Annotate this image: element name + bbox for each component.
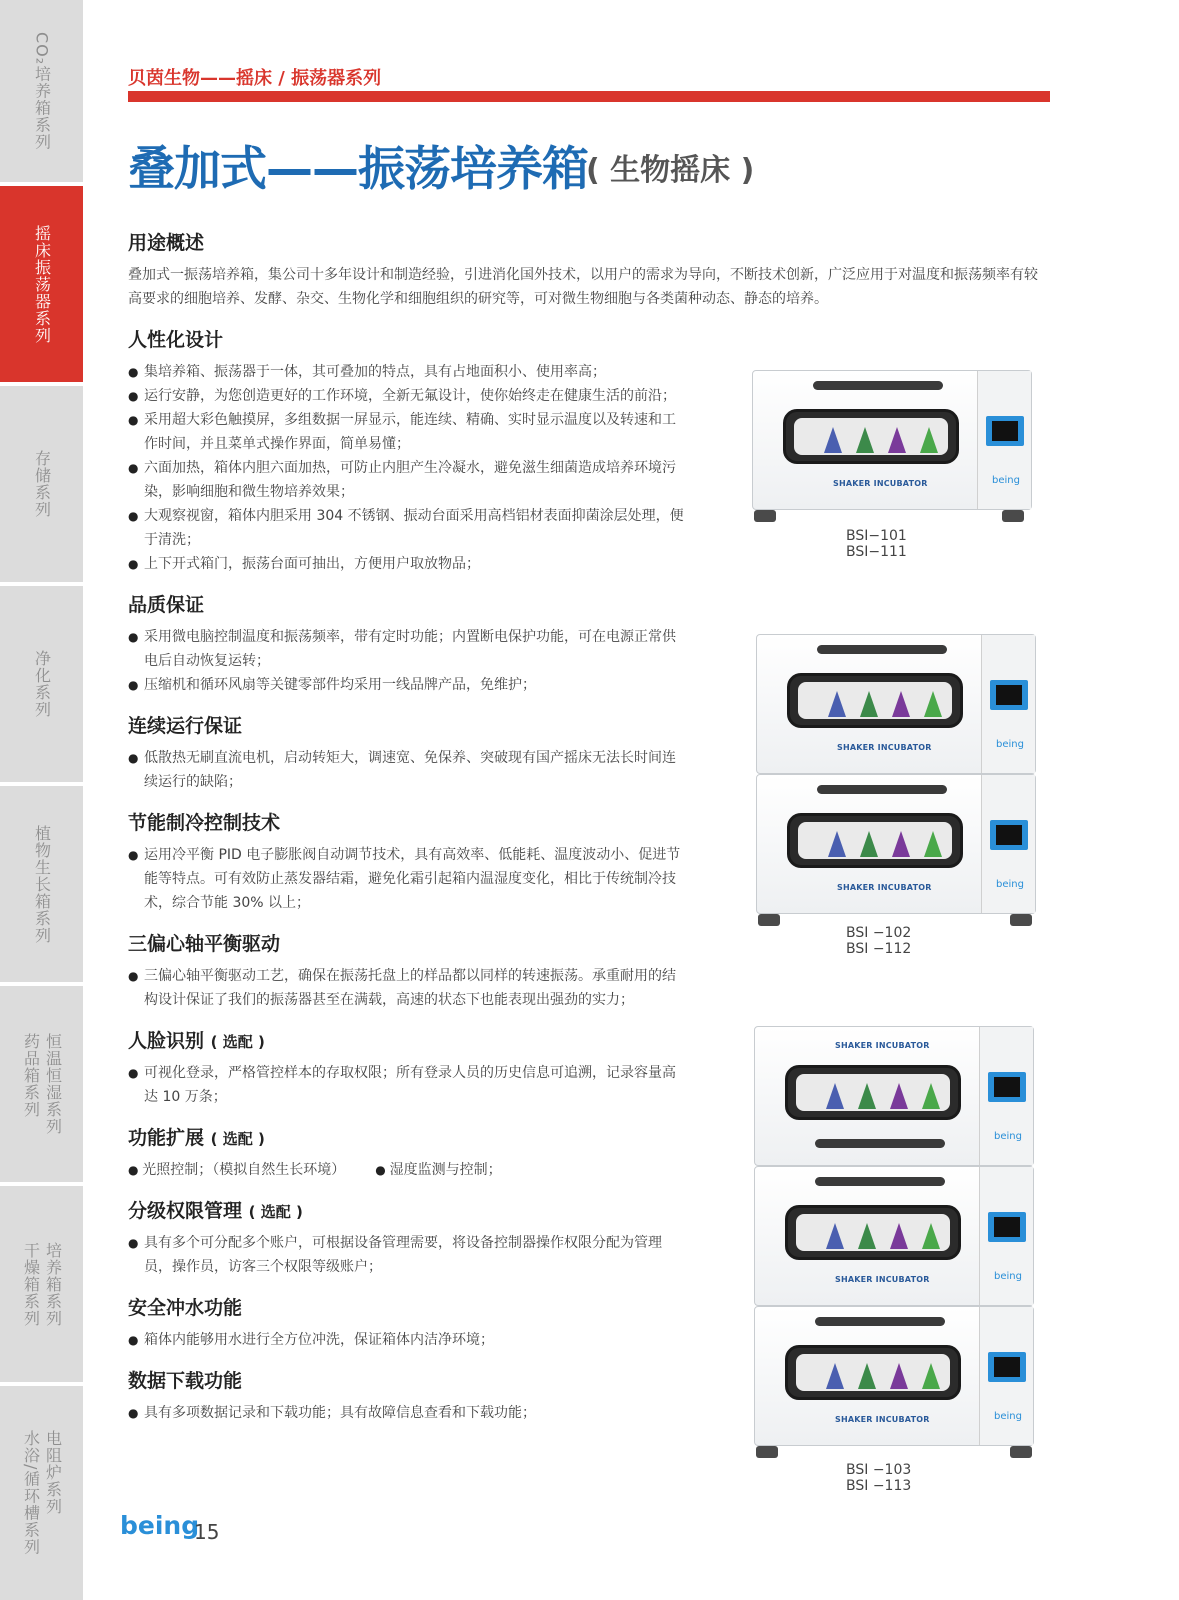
door-handle	[815, 1317, 945, 1326]
touch-screen	[988, 1352, 1026, 1382]
sidebar-tab-purification[interactable]	[0, 586, 83, 782]
section-continuous	[128, 711, 688, 794]
unit-label: SHAKER INCUBATOR	[835, 1041, 930, 1050]
control-panel	[979, 1307, 1033, 1445]
door-handle	[817, 785, 947, 794]
control-panel	[977, 371, 1031, 509]
header-divider	[128, 91, 1050, 102]
unit-feet	[754, 1446, 1044, 1462]
sidebar-tab-label: 药品箱系列	[21, 1033, 41, 1118]
touch-screen	[988, 1212, 1026, 1242]
section-energy	[128, 808, 688, 915]
incubator-unit	[756, 634, 1036, 774]
section-title: 人性化设计	[128, 329, 224, 351]
list-item: ● 具有多项数据记录和下载功能；具有故障信息查看和下载功能；	[128, 1401, 688, 1425]
product-image-single	[752, 370, 1042, 526]
section-title: 安全冲水功能	[128, 1297, 243, 1319]
door-handle	[815, 1139, 945, 1148]
sidebar-tab-co2[interactable]	[0, 0, 83, 182]
product-image-triple	[754, 1026, 1044, 1462]
section-title	[128, 1196, 688, 1223]
section-title: 品质保证	[128, 594, 205, 616]
incubator-unit	[754, 1306, 1034, 1446]
sidebar-tab-label: 电阻炉系列	[43, 1430, 63, 1516]
viewing-window	[783, 409, 959, 464]
section-title: 数据下载功能	[128, 1370, 243, 1392]
section-title: 三偏心轴平衡驱动	[128, 933, 281, 955]
sidebar-tab-drying[interactable]	[0, 1186, 83, 1382]
list-item: ● 低散热无刷直流电机，启动转矩大，调速宽、免保养、突破现有国产摇床无法长时间连续运行的缺陷；	[128, 746, 688, 794]
viewing-window	[787, 813, 963, 868]
list-item: ● 三偏心轴平衡驱动工艺，确保在振荡托盘上的样品都以同样的转速振荡。承重耐用的结构设计保证了我们的振荡器甚至在满载，高速的状态下也能表现出强劲的实力；	[128, 964, 688, 1012]
list-item: ● 集培养箱、振荡器于一体，其可叠加的特点，具有占地面积小、使用率高；	[128, 360, 688, 384]
section-title	[128, 1026, 688, 1053]
section-face-recognition	[128, 1026, 688, 1109]
unit-label: SHAKER INCUBATOR	[835, 1275, 930, 1284]
unit-label: SHAKER INCUBATOR	[837, 883, 932, 892]
section-humanized	[128, 325, 688, 576]
model-number: BSI−101	[846, 528, 907, 544]
brand-logo: being	[994, 1271, 1022, 1282]
brand-logo: being	[996, 739, 1024, 750]
page-number: 15	[194, 1520, 220, 1544]
sidebar-tab-label: 净化系列	[32, 650, 52, 718]
touch-screen	[990, 680, 1028, 710]
sidebar-tab-label: 植物生长箱系列	[32, 824, 52, 944]
sidebar-tab-label: 水浴/循环槽系列	[21, 1430, 41, 1556]
viewing-window	[785, 1345, 961, 1400]
section-extension	[128, 1123, 688, 1182]
sidebar-tab-label: 培养箱系列	[43, 1241, 63, 1327]
unit-label: SHAKER INCUBATOR	[835, 1415, 930, 1424]
control-panel	[981, 635, 1035, 773]
list-item: ● 六面加热，箱体内胆六面加热，可防止内胆产生冷凝水，避免滋生细菌造成培养环境污染，影响细胞和微生物培养效果；	[128, 456, 688, 504]
model-number: BSI−111	[846, 544, 907, 560]
door-handle	[813, 381, 943, 390]
model-number: BSI −102	[846, 925, 912, 941]
incubator-unit	[752, 370, 1032, 510]
section-drive	[128, 929, 688, 1012]
door-handle	[815, 1177, 945, 1186]
sidebar-tab-label: CO₂培养箱系列	[32, 31, 52, 151]
model-label	[846, 1462, 911, 1494]
brand-logo: being	[992, 475, 1020, 486]
control-panel	[981, 775, 1035, 913]
touch-screen	[986, 416, 1024, 446]
unit-label: SHAKER INCUBATOR	[833, 479, 928, 488]
model-number: BSI −103	[846, 1462, 912, 1478]
product-image-double	[756, 634, 1046, 930]
sidebar-tab-shaker[interactable]	[0, 186, 83, 382]
section-title-text: 分级权限管理	[128, 1200, 243, 1222]
model-label	[846, 528, 907, 560]
brand-logo: being	[994, 1411, 1022, 1422]
list-item: ● 大观察视窗，箱体内胆采用 304 不锈钢、振动台面采用高档铝材表面抑菌涂层处理，便于清洗；	[128, 504, 688, 552]
sidebar-tab-furnace[interactable]	[0, 1386, 83, 1600]
section-title-text: 功能扩展	[128, 1127, 205, 1149]
viewing-window	[787, 673, 963, 728]
section-usage	[128, 228, 1038, 311]
control-panel	[979, 1167, 1033, 1305]
touch-screen	[990, 820, 1028, 850]
section-title: 用途概述	[128, 232, 205, 254]
sidebar-nav	[0, 0, 85, 1600]
list-item: ● 湿度监测与控制；	[375, 1158, 501, 1182]
sidebar-tab-label: 恒温恒湿系列	[43, 1033, 63, 1135]
list-item: ● 上下开式箱门，振荡台面可抽出，方便用户取放物品；	[128, 552, 688, 576]
section-title-text: 人脸识别	[128, 1030, 205, 1052]
inline-list	[128, 1158, 688, 1182]
sidebar-tab-label: 存储系列	[32, 450, 52, 518]
list-item: ● 光照控制；（模拟自然生长环境）	[128, 1158, 345, 1182]
model-number: BSI −113	[846, 1478, 912, 1494]
incubator-unit	[756, 774, 1036, 914]
unit-feet	[752, 510, 1042, 526]
section-title	[128, 1123, 688, 1150]
control-panel	[979, 1027, 1033, 1165]
unit-label: SHAKER INCUBATOR	[837, 743, 932, 752]
page-title: 叠加式——振荡培养箱	[128, 142, 588, 197]
model-label	[846, 925, 911, 957]
list-item: ● 采用微电脑控制温度和振荡频率，带有定时功能；内置断电保护功能，可在电源正常供电后自动恢复运转；	[128, 625, 688, 673]
page-subtitle: ( 生物摇床 )	[586, 153, 755, 188]
model-number: BSI −112	[846, 941, 912, 957]
section-download	[128, 1366, 688, 1425]
optional-tag: ( 选配 )	[210, 1033, 265, 1051]
section-paragraph: 叠加式一振荡培养箱，集公司十多年设计和制造经验，引进消化国外技术，以用户的需求为导向，不断技术创新，广泛应用于对温度和振荡频率有较高要求的细胞培养、发酵、杂交、生物化学和细胞组织的研究等，可对微生物细胞与各类菌种动态、静态的培养。	[128, 267, 1038, 307]
list-item: ● 运用冷平衡 PID 电子膨胀阀自动调节技术，具有高效率、低能耗、温度波动小、促进节能等特点。可有效防止蒸发器结霜，避免化霜引起箱内温湿度变化，相比于传统制冷技术，综合节能 30% 以上；	[128, 843, 688, 915]
section-quality	[128, 590, 688, 697]
list-item: ● 具有多个可分配多个账户，可根据设备管理需要，将设备控制器操作权限分配为管理员，操作员，访客三个权限等级账户；	[128, 1231, 688, 1279]
door-handle	[817, 645, 947, 654]
list-item: ● 箱体内能够用水进行全方位冲洗，保证箱体内洁净环境；	[128, 1328, 688, 1352]
list-item: ● 可视化登录，严格管控样本的存取权限；所有登录人员的历史信息可追溯，记录容量高达 10 万条；	[128, 1061, 688, 1109]
series-title: 贝茵生物——摇床 / 振荡器系列	[128, 68, 382, 89]
brand-logo: being	[996, 879, 1024, 890]
sidebar-tab-humidity[interactable]	[0, 986, 83, 1182]
section-flush	[128, 1293, 688, 1352]
section-title: 连续运行保证	[128, 715, 243, 737]
section-title: 节能制冷控制技术	[128, 812, 281, 834]
list-item: ● 压缩机和循环风扇等关键零部件均采用一线品牌产品，免维护；	[128, 673, 688, 697]
section-permission	[128, 1196, 688, 1279]
viewing-window	[785, 1205, 961, 1260]
sidebar-tab-storage[interactable]	[0, 386, 83, 582]
sidebar-tab-plant-growth[interactable]	[0, 786, 83, 982]
list-item: ● 采用超大彩色触摸屏，多组数据一屏显示，能连续、精确、实时显示温度以及转速和工作时间，并且菜单式操作界面，简单易懂；	[128, 408, 688, 456]
optional-tag: ( 选配 )	[210, 1130, 265, 1148]
sidebar-tab-label: 摇床振荡器系列	[32, 224, 52, 344]
incubator-unit	[754, 1166, 1034, 1306]
brand-logo: being	[994, 1131, 1022, 1142]
list-item: ● 运行安静，为您创造更好的工作环境，全新无氟设计，使你始终走在健康生活的前沿；	[128, 384, 688, 408]
incubator-unit	[754, 1026, 1034, 1166]
touch-screen	[988, 1072, 1026, 1102]
optional-tag: ( 选配 )	[248, 1203, 303, 1221]
viewing-window	[785, 1065, 961, 1120]
sidebar-tab-label: 干燥箱系列	[21, 1241, 41, 1327]
footer-logo: being	[120, 1511, 200, 1540]
